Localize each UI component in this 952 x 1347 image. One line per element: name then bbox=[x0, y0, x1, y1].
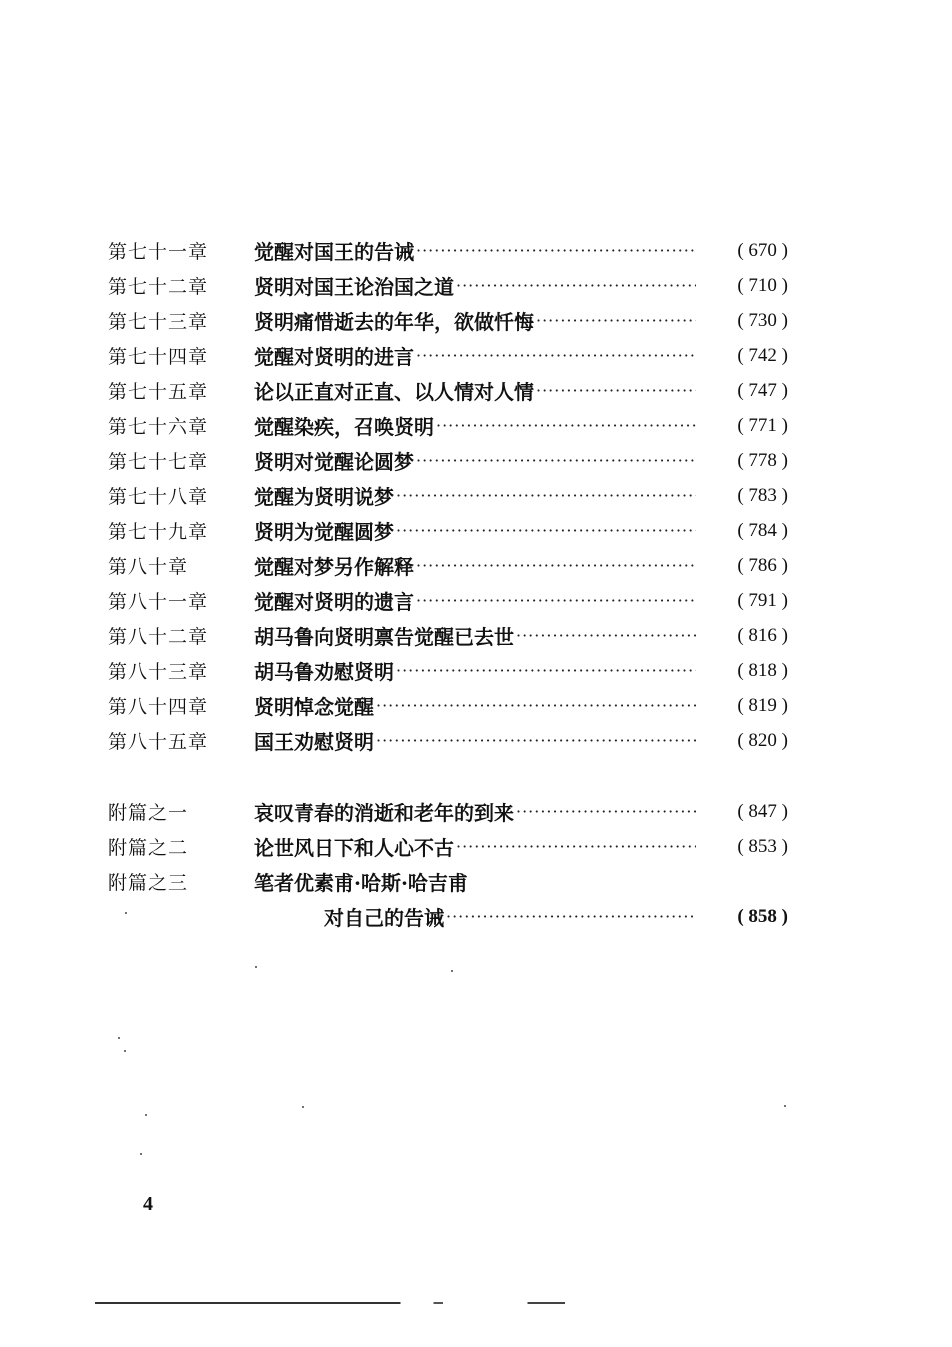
appendix-label: 附篇之一 bbox=[108, 802, 189, 824]
scan-speck bbox=[784, 1105, 786, 1107]
toc-entry bbox=[108, 268, 788, 303]
page-ref: ( 742 ) bbox=[737, 344, 788, 366]
chapter-title: 觉醒染疾，召唤贤明 bbox=[254, 415, 434, 439]
leader-dots bbox=[536, 310, 696, 332]
scan-speck bbox=[145, 1114, 147, 1116]
table-of-contents bbox=[108, 233, 788, 934]
leader-dots bbox=[456, 275, 696, 297]
leader-dots bbox=[396, 520, 696, 542]
chapter-label: 第八十二章 bbox=[108, 626, 209, 648]
appendix-title: 哀叹青春的消逝和老年的到来 bbox=[254, 801, 514, 825]
chapter-label: 第八十章 bbox=[108, 556, 189, 578]
appendix-label: 附篇之三 bbox=[108, 872, 189, 894]
page-ref: ( 847 ) bbox=[737, 800, 788, 822]
chapter-label: 第七十一章 bbox=[108, 241, 209, 263]
chapter-label: 第八十三章 bbox=[108, 661, 209, 683]
chapter-label: 第七十七章 bbox=[108, 451, 209, 473]
chapter-label: 第七十六章 bbox=[108, 416, 209, 438]
toc-entry bbox=[108, 233, 788, 268]
page-ref: ( 710 ) bbox=[737, 274, 788, 296]
leader-dots bbox=[456, 836, 696, 858]
chapter-title: 贤明为觉醒圆梦 bbox=[254, 520, 394, 544]
scan-speck bbox=[118, 1037, 120, 1039]
leader-dots bbox=[416, 345, 696, 367]
page-ref: ( 778 ) bbox=[737, 449, 788, 471]
scan-speck bbox=[140, 1153, 142, 1155]
page-ref: ( 791 ) bbox=[737, 589, 788, 611]
chapter-label: 第七十八章 bbox=[108, 486, 209, 508]
section-gap bbox=[108, 758, 788, 794]
scan-speck bbox=[302, 1106, 304, 1108]
toc-entry bbox=[108, 513, 788, 548]
appendix-label: 附篇之二 bbox=[108, 837, 189, 859]
chapter-title: 胡马鲁劝慰贤明 bbox=[254, 660, 394, 684]
toc-entry bbox=[108, 864, 788, 899]
leader-dots bbox=[416, 240, 696, 262]
toc-entry bbox=[108, 303, 788, 338]
toc-entry bbox=[108, 443, 788, 478]
toc-entry bbox=[108, 829, 788, 864]
toc-entry bbox=[108, 583, 788, 618]
page-ref: ( 783 ) bbox=[737, 484, 788, 506]
page-ref: ( 747 ) bbox=[737, 379, 788, 401]
chapter-label: 第八十一章 bbox=[108, 591, 209, 613]
appendix-title: 对自己的告诫 bbox=[324, 906, 444, 930]
chapter-title: 觉醒对国王的告诫 bbox=[254, 240, 414, 264]
leader-dots bbox=[376, 730, 696, 752]
chapter-label: 第七十三章 bbox=[108, 311, 209, 333]
leader-dots bbox=[416, 590, 696, 612]
toc-entry bbox=[108, 373, 788, 408]
chapter-label: 第七十五章 bbox=[108, 381, 209, 403]
page-number: 4 bbox=[143, 1193, 153, 1215]
page-ref: ( 771 ) bbox=[737, 414, 788, 436]
chapter-label: 第七十二章 bbox=[108, 276, 209, 298]
scan-rule bbox=[95, 1302, 565, 1304]
chapter-title: 觉醒为贤明说梦 bbox=[254, 485, 394, 509]
chapter-title: 觉醒对梦另作解释 bbox=[254, 555, 414, 579]
toc-entry-continued bbox=[108, 899, 788, 934]
toc-entry bbox=[108, 338, 788, 373]
page-ref: ( 853 ) bbox=[737, 835, 788, 857]
leader-dots bbox=[416, 555, 696, 577]
toc-entry bbox=[108, 723, 788, 758]
leader-dots bbox=[516, 625, 696, 647]
toc-entry bbox=[108, 548, 788, 583]
page-ref: ( 784 ) bbox=[737, 519, 788, 541]
chapter-title: 贤明痛惜逝去的年华，欲做忏悔 bbox=[254, 310, 534, 334]
leader-dots bbox=[396, 660, 696, 682]
leader-dots bbox=[396, 485, 696, 507]
page-ref: ( 670 ) bbox=[737, 239, 788, 261]
toc-entry bbox=[108, 688, 788, 723]
page-ref: ( 858 ) bbox=[737, 905, 788, 927]
leader-dots bbox=[376, 695, 696, 717]
chapter-title: 贤明对国王论治国之道 bbox=[254, 275, 454, 299]
chapter-title: 贤明悼念觉醒 bbox=[254, 695, 374, 719]
chapter-title: 贤明对觉醒论圆梦 bbox=[254, 450, 414, 474]
chapter-title: 觉醒对贤明的遗言 bbox=[254, 590, 414, 614]
leader-dots bbox=[436, 415, 696, 437]
leader-dots bbox=[416, 450, 696, 472]
toc-entry bbox=[108, 653, 788, 688]
page-ref: ( 730 ) bbox=[737, 309, 788, 331]
toc-entry bbox=[108, 408, 788, 443]
chapter-label: 第七十四章 bbox=[108, 346, 209, 368]
appendix-title: 论世风日下和人心不古 bbox=[254, 836, 454, 860]
scan-speck bbox=[124, 1050, 126, 1052]
scan-speck bbox=[255, 966, 257, 968]
leader-dots bbox=[536, 380, 696, 402]
page-ref: ( 818 ) bbox=[737, 659, 788, 681]
chapter-title: 国王劝慰贤明 bbox=[254, 730, 374, 754]
leader-dots bbox=[446, 906, 696, 928]
scan-speck bbox=[125, 912, 127, 914]
page-ref: ( 816 ) bbox=[737, 624, 788, 646]
chapter-label: 第八十五章 bbox=[108, 731, 209, 753]
page-ref: ( 786 ) bbox=[737, 554, 788, 576]
toc-entry bbox=[108, 478, 788, 513]
appendix-title: 笔者优素甫·哈斯·哈吉甫 bbox=[254, 871, 468, 895]
chapter-label: 第八十四章 bbox=[108, 696, 209, 718]
page-ref: ( 819 ) bbox=[737, 694, 788, 716]
scan-speck bbox=[451, 970, 453, 972]
toc-entry bbox=[108, 618, 788, 653]
chapter-title: 胡马鲁向贤明禀告觉醒已去世 bbox=[254, 625, 514, 649]
page-ref: ( 820 ) bbox=[737, 729, 788, 751]
leader-dots bbox=[516, 801, 696, 823]
chapter-label: 第七十九章 bbox=[108, 521, 209, 543]
chapter-title: 论以正直对正直、以人情对人情 bbox=[254, 380, 534, 404]
toc-entry bbox=[108, 794, 788, 829]
chapter-title: 觉醒对贤明的进言 bbox=[254, 345, 414, 369]
